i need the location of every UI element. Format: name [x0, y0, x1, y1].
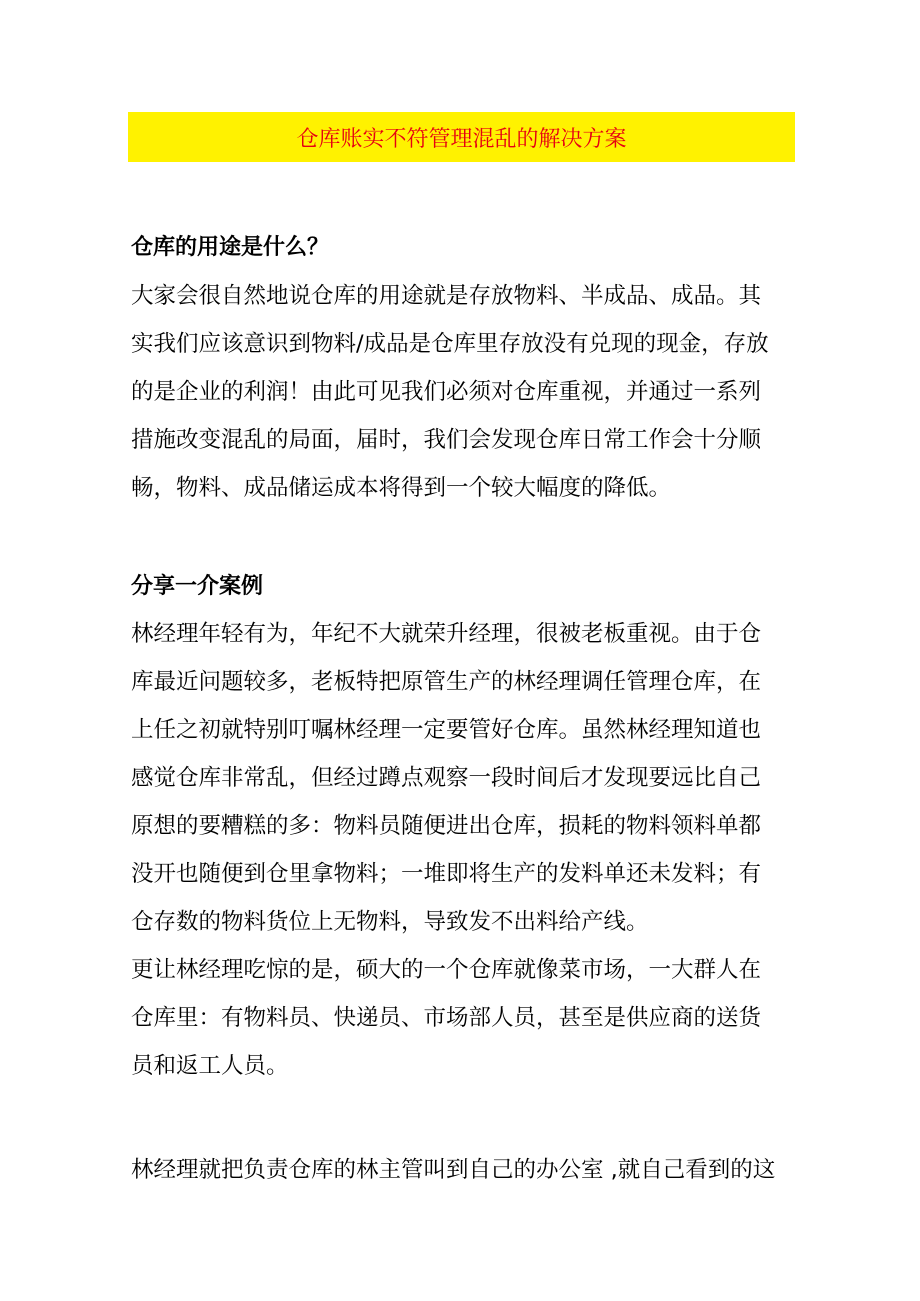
text-line: 没开也随便到仓里拿物料；一堆即将生产的发料单还未发料；有 — [131, 861, 762, 887]
document-title: 仓库账实不符管理混乱的解决方案 — [296, 126, 627, 152]
text-line: 林经理就把负责仓库的林主管叫到自己的办公室 ,就自己看到的这 — [131, 1157, 776, 1183]
text-line: 大家会很自然地说仓库的用途就是存放物料、半成品、成品。其 — [131, 283, 762, 309]
text-line: 感觉仓库非常乱，但经过蹲点观察一段时间后才发现要远比自己 — [131, 765, 762, 791]
text-line: 员和返工人员。 — [131, 1053, 289, 1079]
text-line: 畅，物料、成品储运成本将得到一个较大幅度的降低。 — [131, 475, 672, 501]
section-heading-purpose: 仓库的用途是什么？ — [131, 235, 330, 260]
paragraph-case-3 — [131, 1146, 811, 1194]
paragraph-case-1 — [131, 610, 811, 946]
paragraph-case-2 — [131, 946, 811, 1090]
text-line: 原想的要糟糕的多：物料员随便进出仓库，损耗的物料领料单都 — [131, 813, 762, 839]
title-banner — [128, 112, 795, 162]
text-line: 上任之初就特别叮嘱林经理一定要管好仓库。虽然林经理知道也 — [131, 717, 762, 743]
paragraph-purpose — [131, 272, 811, 512]
text-line: 库最近问题较多，老板特把原管生产的林经理调任管理仓库，在 — [131, 669, 762, 695]
section-heading-case: 分享一介案例 — [131, 574, 264, 599]
text-line: 更让林经理吃惊的是，硕大的一个仓库就像菜市场，一大群人在 — [131, 957, 762, 983]
text-line: 仓存数的物料货位上无物料，导致发不出料给产线。 — [131, 909, 649, 935]
text-line: 措施改变混乱的局面，届时，我们会发现仓库日常工作会十分顺 — [131, 427, 762, 453]
text-line: 实我们应该意识到物料/成品是仓库里存放没有兑现的现金，存放 — [131, 331, 769, 357]
text-line: 仓库里：有物料员、快递员、市场部人员，甚至是供应商的送货 — [131, 1005, 762, 1031]
text-line: 的是企业的利润！由此可见我们必须对仓库重视，并通过一系列 — [131, 379, 762, 405]
text-line: 林经理年轻有为，年纪不大就荣升经理，很被老板重视。由于仓 — [131, 621, 762, 647]
